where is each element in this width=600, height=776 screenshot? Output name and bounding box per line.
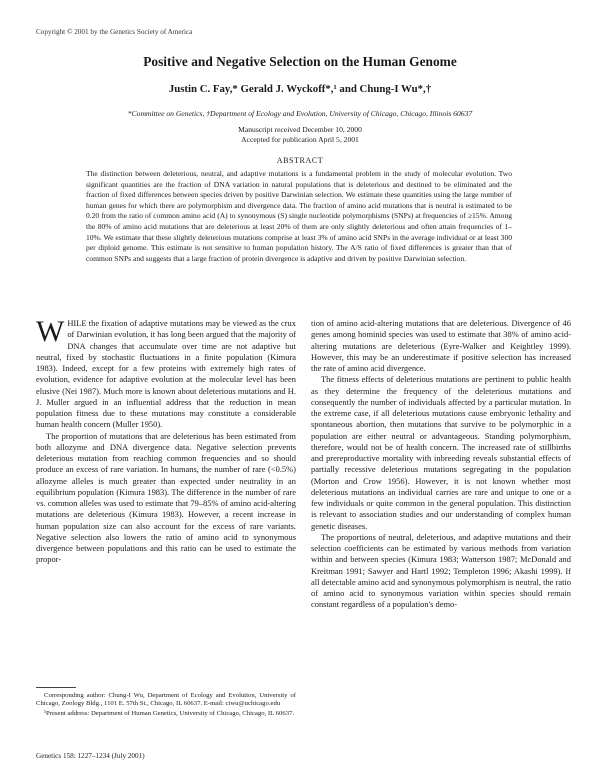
paragraph (36, 315, 296, 431)
paragraph-text: HILE the fixation of adaptive mutations may be viewed as the crux of Darwinian evolution, it has long been argued that the majority of DNA changes that accumulate over time are not adaptive but neutral, fixed by stochastic fluctuations in a finite population (Kimura 1983). Indeed, except for a few proteins with extremely high rates of evolution, evidence for adaptive evolution at the molecular level has been elusive (Nei 1987). Much more is known about deleterious mutations and H. J. Muller argued in an influential address that the reduction in mean population fitness due to these mutations may constitute a considerable human health concern (Muller 1950). (36, 318, 296, 430)
footnotes (36, 687, 296, 719)
abstract-text: The distinction between deleterious, neutral, and adaptive mutations is a fundamental problem in the study of molecular evolution. Two significant quantities are the fraction of DNA variation in natural populations that is deleterious and destined to be eliminated and the fraction of fixed differences between species driven by positive Darwinian selection. We estimate these quantities using the large number of human genes for which there are polymorphism and divergence data. The fraction of amino acid mutations that is neutral is estimated to be 0.20 from the ratio of common amino acid (A) to synonymous (S) single nucleotide polymorphisms (SNPs) at frequencies of ≥15%. Among the 80% of amino acid mutations that are deleterious at least 20% of them are only slightly deleterious and often attain frequencies of 1–10%. We estimate that these slightly deleterious mutations comprise at least 3% of amino acid SNPs in the average individual or at least 300 per diploid genome. This estimate is not sensitive to human population history. The A/S ratio of fixed differences is greater than that of common SNPs and suggests that a large fraction of protein divergence is adaptive and driven by positive Darwinian selection. (86, 169, 512, 263)
corresponding-author-note: Corresponding author: Chung-I Wu, Department of Ecology and Evolution, University of Chicago, Zoology Bldg., 1101 E. 57th St., Chicago, IL 60637. E-mail: ciwu@uchicago.edu (36, 692, 296, 708)
paragraph: The proportion of mutations that are deleterious has been estimated from both allozyme and DNA divergence data. Negative selection prevents deleterious mutation from reaching common frequencies and so should produce an excess of rare variation. In humans, the number of rare (<0.5%) allozyme alleles is much greater than expected under neutrality in an equilibrium population (Kimura 1983). The difference in the number of rare vs. common alleles was used to estimate that 79–85% of amino acid-altering mutations are deleterious (Kimura 1983). However, a recent increase in human population size can also account for the excess of rare variants. Negative selection also lowers the ratio of amino acid to synonymous divergence between populations and this ratio can be used to estimate the propor- (36, 430, 296, 565)
right-column (311, 318, 571, 611)
affiliation: *Committee on Genetics, †Department of Ecology and Evolution, University of Chicago, Chicago, Illinois 60637 (127, 109, 473, 118)
left-column (36, 315, 296, 566)
present-address-note: ¹Present address: Department of Human Genetics, University of Chicago, Chicago, IL 60637. (44, 709, 295, 717)
paragraph: The fitness effects of deleterious mutations are pertinent to public health as they determine the frequency of the deleterious mutations and consequently the number of individuals affected by a particular mutation. In the extreme case, if all deleterious mutations cause embryonic lethality and spontaneous abortion, then mutations that survive to be polymorphic in a population are either neutral or advantageous. Standing polymorphism, therefore, would not be of health concern. The increased rate of stillbirths and prereproductive mortality with inbreeding reveals substantial effects of partially recessive deleterious mutations segregating in the population (Morton and Crow 1956). However, it is not known whether most deleterious mutations an individual carries are rare and unique to one or a few individuals or quite common in the general population. This distinction is relevant to association studies and our understanding of complex human genetic diseases. (311, 374, 571, 531)
journal-citation: Genetics 158: 1227–1234 (July 2001) (36, 752, 145, 760)
copyright-notice: Copyright © 2001 by the Genetics Society of America (36, 28, 193, 36)
submission-dates (0, 125, 600, 145)
article-title: Positive and Negative Selection on the Human Genome (143, 54, 457, 69)
manuscript-received: Manuscript received December 10, 2000 (238, 125, 362, 134)
paragraph: tion of amino acid-altering mutations that are deleterious. Divergence of 46 genes among hominid species was used to estimate that 38% of amino acid-altering mutations are deleterious (Eyre-Walker and Keightley 1999). However, this may be an underestimate if positive selection has increased the rate of amino acid divergence. (311, 318, 571, 373)
author-list: Justin C. Fay,* Gerald J. Wyckoff*,¹ and Chung-I Wu*,† (168, 83, 432, 95)
footnote-rule (36, 687, 76, 688)
drop-cap: W (36, 315, 65, 348)
abstract-heading: ABSTRACT (276, 156, 324, 165)
paragraph: The proportions of neutral, deleterious, and adaptive mutations and their selection coefficients can be estimated by various methods from variation within and between species (Kimura 1983; Watterson 1987; McDonald and Kreitman 1991; Sawyer and Hartl 1992; Templeton 1996; Akashi 1999). If all detectable amino acid and synonymous polymorphism is neutral, the ratio of amino acid to synonymous variation within species should remain constant regardless of a population's demo- (311, 531, 571, 610)
accepted-date: Accepted for publication April 5, 2001 (241, 135, 359, 144)
